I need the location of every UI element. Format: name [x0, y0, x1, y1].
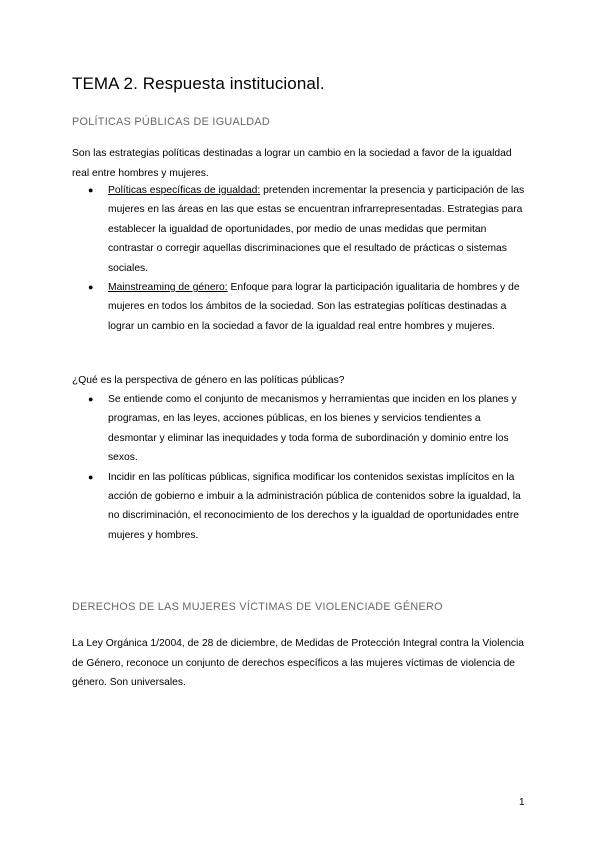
page-title: TEMA 2. Respuesta institucional. — [72, 74, 325, 93]
bullet-text: pretenden incrementar la presencia y participación de las mujeres en las áreas en las que estas se encuentran infrarrepresentadas. Estrategias para establecer la igualdad de oportunidades, por medio de unas medidas que permitan contrastar o corregir aquellas discriminaciones que el resultado de prácticas o sistemas sociales. — [108, 185, 525, 274]
question-paragraph: ¿Qué es la perspectiva de género en las políticas públicas? — [72, 375, 345, 386]
list-item — [88, 390, 528, 468]
bullet-icon: ● — [88, 394, 94, 404]
bullet-icon: ● — [88, 185, 94, 195]
page-number: 1 — [519, 797, 525, 808]
section-heading-derechos: DERECHOS DE LAS MUJERES VÍCTIMAS DE VIOLENCIADE GÉNERO — [72, 601, 443, 613]
term-mainstreaming: Mainstreaming de género: — [108, 282, 228, 294]
bullet-icon: ● — [88, 282, 94, 293]
politicas-bullet-list — [88, 181, 528, 336]
bullet-text: Incidir en las políticas públicas, significa modificar los contenidos sexistas implícitos en la acción de gobierno e imbuir a la administración pública de contenidos sobre la igualdad, la no discriminación, el reconocimiento de los derechos y la igualdad de oportunidades entre mujeres y hombres. — [108, 471, 521, 541]
section-heading-politicas: POLÍTICAS PÚBLICAS DE IGUALDAD — [72, 116, 270, 128]
bullet-text: Se entiende como el conjunto de mecanismos y herramientas que inciden en los planes y programas, en las leyes, acciones públicas, en los bienes y servicios tendientes a desmontar y eliminar las inequidades y toda forma de subordinación y dominio entre los sexos. — [108, 394, 517, 464]
list-item — [88, 468, 528, 546]
perspectiva-bullet-list — [88, 390, 528, 545]
list-item — [88, 278, 528, 336]
bullet-text: Enfoque para lograr la participación igualitaria de hombres y de mujeres en todos los ámbitos de la sociedad. Son las estrategias políticas destinadas a lograr un cambio en la sociedad a favor de la igualdad real entre hombres y mujeres. — [108, 282, 520, 332]
section-intro-paragraph: Son las estrategias políticas destinadas a lograr un cambio en la sociedad a favor de la igualdad real entre hombres y mujeres. — [72, 148, 512, 179]
bullet-icon: ● — [88, 471, 94, 482]
derechos-paragraph: La Ley Orgánica 1/2004, de 28 de diciembre, de Medidas de Protección Integral contra la Violencia de Género, reconoce un conjunto de derechos específicos a las mujeres víctimas de violencia de género. Son universales. — [72, 638, 525, 688]
list-item — [88, 181, 528, 278]
term-politicas-especificas: Políticas específicas de igualdad: — [108, 185, 261, 196]
